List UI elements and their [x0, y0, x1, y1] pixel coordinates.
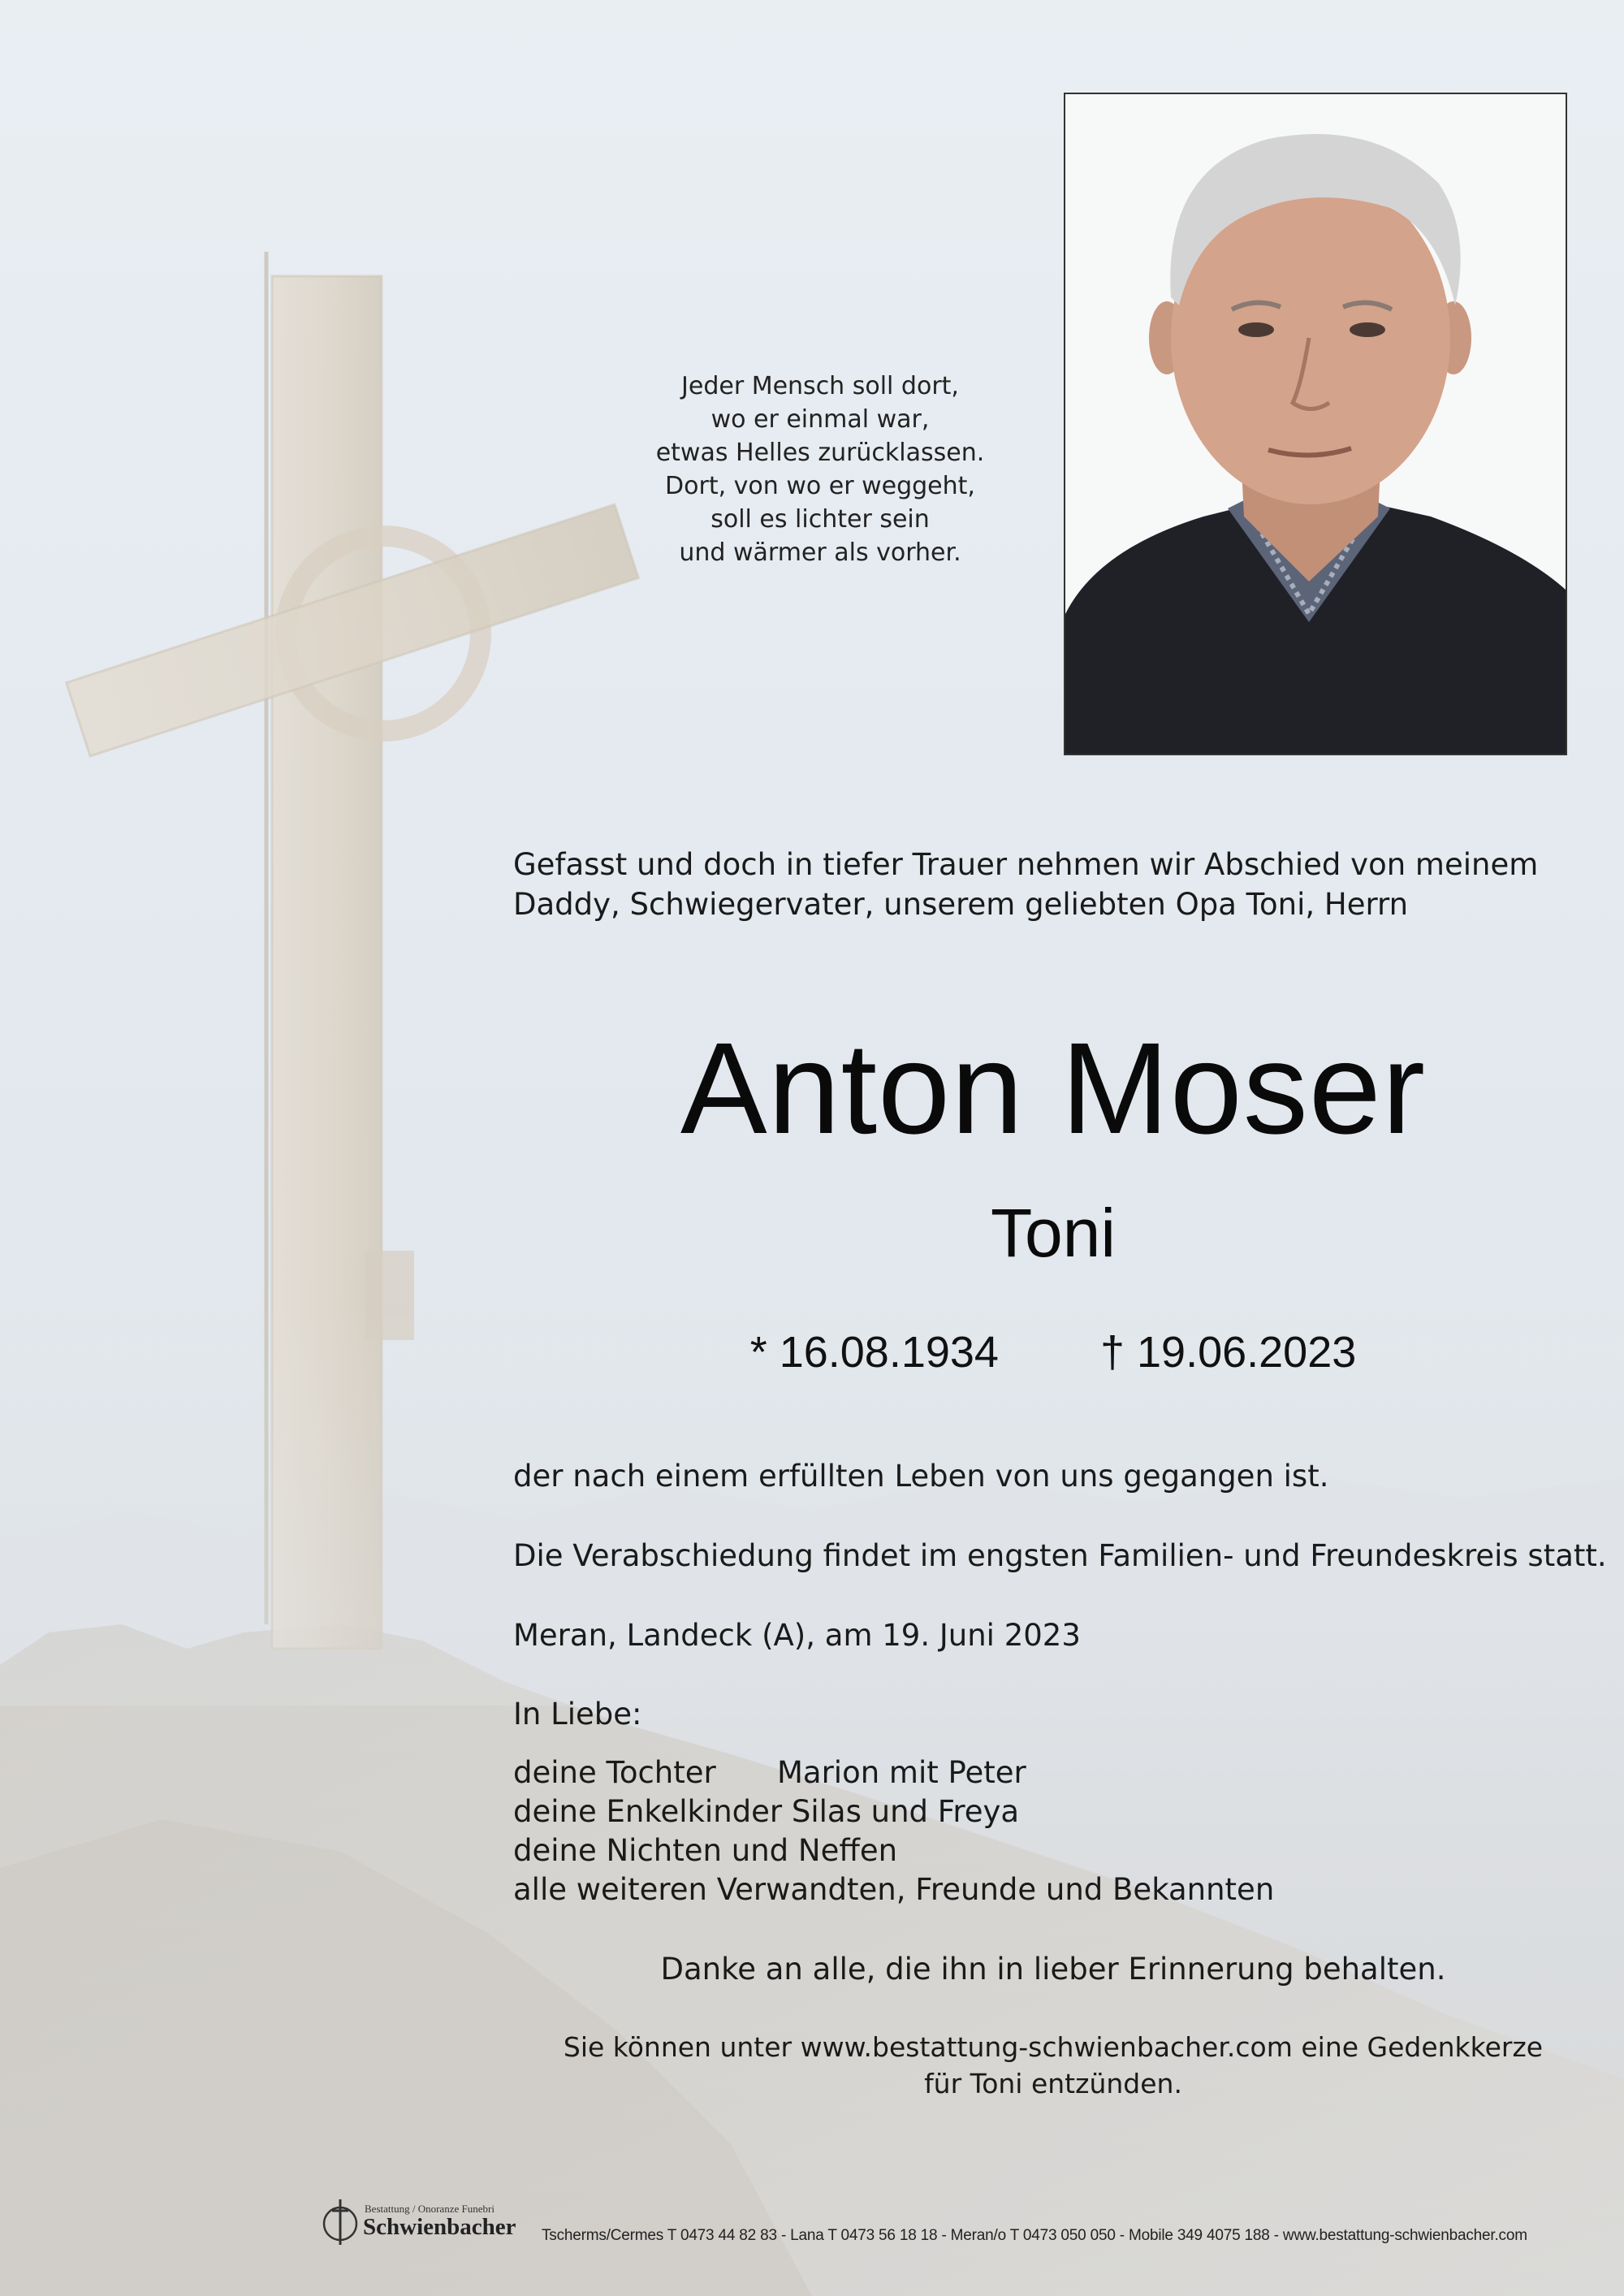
- memorial-candle-note: [513, 2029, 1593, 2102]
- thanks-text: Danke an alle, die ihn in lieber Erinnerung behalten.: [660, 1952, 1446, 1987]
- portrait-photo: [1064, 93, 1567, 755]
- poem-line: Dort, von wo er weggeht,: [665, 472, 975, 500]
- deceased-name: Anton Moser: [680, 1015, 1427, 1161]
- family-row: [513, 1753, 1593, 1792]
- intro-line: Daddy, Schwiegervater, unserem geliebten Opa Toni, Herrn: [513, 887, 1409, 922]
- life-dates: [513, 1324, 1593, 1381]
- family-relation: deine Nichten und Neffen: [513, 1833, 898, 1868]
- family-row: [513, 1792, 1593, 1831]
- family-relation: deine Tochter: [513, 1755, 716, 1790]
- poem-line: Jeder Mensch soll dort,: [681, 372, 959, 400]
- funeral-home-logo: [321, 2193, 532, 2250]
- in-love-heading: In Liebe:: [513, 1697, 642, 1732]
- poem-line: soll es lichter sein: [710, 505, 930, 534]
- logo-tagline: Bestattung / Onoranze Funebri: [365, 2203, 495, 2215]
- contact-line: Tscherms/Cermes T 0473 44 82 83 - Lana T 0473 56 18 18 - Meran/o T 0473 050 050 - Mobile 349 4075 188 - www.bestattung-schwienbacher.com: [542, 2227, 1527, 2244]
- poem-line: und wärmer als vorher.: [679, 538, 961, 567]
- intro-line: Gefasst und doch in tiefer Trauer nehmen wir Abschied von meinem: [513, 847, 1539, 882]
- family-names: Silas und Freya: [791, 1794, 1020, 1829]
- candle-line: Sie können unter www.bestattung-schwienbacher.com eine Gedenkkerze: [563, 2031, 1544, 2063]
- death-date: † 19.06.2023: [1099, 1328, 1357, 1377]
- family-relation: deine Enkelkinder: [513, 1794, 783, 1829]
- farewell-text: Die Verabschiedung findet im engsten Familien- und Freundeskreis statt.: [513, 1538, 1607, 1573]
- candle-line: für Toni entzünden.: [924, 2068, 1182, 2099]
- logo-name: Schwienbacher: [363, 2214, 516, 2240]
- deceased-nickname: Toni: [990, 1195, 1116, 1271]
- poem-line: wo er einmal war,: [710, 405, 930, 434]
- footer: [321, 2193, 1587, 2250]
- family-relation: alle weiteren Verwandten, Freunde und Bekannten: [513, 1872, 1275, 1907]
- family-list: [513, 1753, 1593, 1909]
- poem: [601, 370, 1039, 569]
- poem-line: etwas Helles zurücklassen.: [655, 439, 985, 467]
- cross-logo-icon: [321, 2193, 360, 2250]
- life-text: der nach einem erfüllten Leben von uns gegangen ist.: [513, 1459, 1329, 1494]
- family-names: Marion mit Peter: [777, 1755, 1026, 1790]
- intro-text: [513, 845, 1593, 924]
- place-date: Meran, Landeck (A), am 19. Juni 2023: [513, 1618, 1081, 1653]
- birth-date: * 16.08.1934: [749, 1328, 999, 1377]
- family-row: [513, 1831, 1593, 1870]
- family-row: [513, 1870, 1593, 1909]
